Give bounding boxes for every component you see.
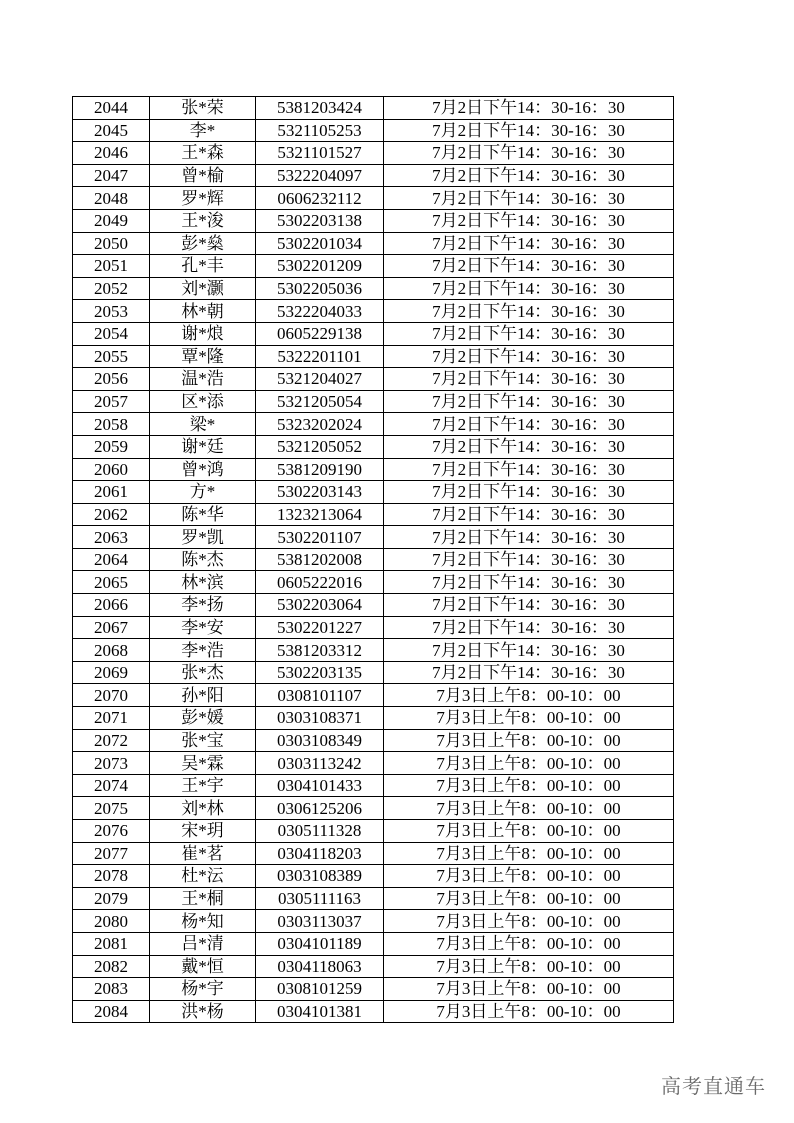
table-row	[73, 932, 674, 955]
row-id: 2056	[73, 368, 150, 391]
row-name: 刘*林	[150, 797, 256, 820]
row-time: 7月2日下午14：30-16：30	[384, 661, 674, 684]
table-row	[73, 164, 674, 187]
row-name: 林*朝	[150, 300, 256, 323]
table-row	[73, 616, 674, 639]
row-time: 7月2日下午14：30-16：30	[384, 390, 674, 413]
row-name: 吴*霖	[150, 752, 256, 775]
row-number: 5302201034	[256, 232, 384, 255]
row-id: 2078	[73, 865, 150, 888]
table-row	[73, 684, 674, 707]
row-number: 5321105253	[256, 119, 384, 142]
row-name: 彭*媛	[150, 707, 256, 730]
row-time: 7月2日下午14：30-16：30	[384, 277, 674, 300]
row-number: 0303108389	[256, 865, 384, 888]
row-id: 2071	[73, 707, 150, 730]
table-row	[73, 503, 674, 526]
row-time: 7月2日下午14：30-16：30	[384, 164, 674, 187]
row-name: 曾*鸿	[150, 458, 256, 481]
row-name: 陈*杰	[150, 548, 256, 571]
row-time: 7月3日上午8：00-10：00	[384, 1000, 674, 1023]
row-time: 7月3日上午8：00-10：00	[384, 955, 674, 978]
row-number: 5381203312	[256, 639, 384, 662]
table-row	[73, 255, 674, 278]
row-time: 7月2日下午14：30-16：30	[384, 345, 674, 368]
row-time: 7月3日上午8：00-10：00	[384, 910, 674, 933]
row-name: 陈*华	[150, 503, 256, 526]
row-id: 2070	[73, 684, 150, 707]
row-number: 5381203424	[256, 97, 384, 120]
row-time: 7月2日下午14：30-16：30	[384, 300, 674, 323]
row-number: 0606232112	[256, 187, 384, 210]
row-name: 戴*恒	[150, 955, 256, 978]
row-time: 7月3日上午8：00-10：00	[384, 752, 674, 775]
row-number: 5302201209	[256, 255, 384, 278]
row-number: 5302201227	[256, 616, 384, 639]
row-name: 杜*沄	[150, 865, 256, 888]
row-time: 7月2日下午14：30-16：30	[384, 548, 674, 571]
row-number: 0303113242	[256, 752, 384, 775]
table-row	[73, 187, 674, 210]
table-row	[73, 729, 674, 752]
row-name: 王*浚	[150, 209, 256, 232]
table-row	[73, 820, 674, 843]
row-name: 李*	[150, 119, 256, 142]
row-id: 2073	[73, 752, 150, 775]
row-time: 7月2日下午14：30-16：30	[384, 571, 674, 594]
table-row	[73, 142, 674, 165]
row-time: 7月2日下午14：30-16：30	[384, 503, 674, 526]
roster-body	[73, 97, 674, 1023]
row-number: 5302203143	[256, 481, 384, 504]
row-time: 7月2日下午14：30-16：30	[384, 97, 674, 120]
row-number: 5302201107	[256, 526, 384, 549]
row-number: 0308101107	[256, 684, 384, 707]
row-time: 7月2日下午14：30-16：30	[384, 481, 674, 504]
row-id: 2080	[73, 910, 150, 933]
row-id: 2084	[73, 1000, 150, 1023]
row-name: 温*浩	[150, 368, 256, 391]
table-row	[73, 842, 674, 865]
row-name: 梁*	[150, 413, 256, 436]
row-id: 2045	[73, 119, 150, 142]
row-id: 2058	[73, 413, 150, 436]
row-time: 7月2日下午14：30-16：30	[384, 142, 674, 165]
row-number: 5322204097	[256, 164, 384, 187]
table-row	[73, 119, 674, 142]
row-name: 区*添	[150, 390, 256, 413]
row-name: 罗*凯	[150, 526, 256, 549]
row-name: 覃*隆	[150, 345, 256, 368]
row-name: 罗*辉	[150, 187, 256, 210]
table-row	[73, 277, 674, 300]
table-row	[73, 1000, 674, 1023]
table-row	[73, 435, 674, 458]
row-id: 2075	[73, 797, 150, 820]
roster-table	[72, 96, 674, 1023]
row-id: 2064	[73, 548, 150, 571]
row-id: 2062	[73, 503, 150, 526]
row-time: 7月3日上午8：00-10：00	[384, 797, 674, 820]
table-row	[73, 481, 674, 504]
row-number: 5381202008	[256, 548, 384, 571]
row-number: 0304118063	[256, 955, 384, 978]
row-name: 张*杰	[150, 661, 256, 684]
table-row	[73, 390, 674, 413]
table-row	[73, 526, 674, 549]
table-row	[73, 774, 674, 797]
row-time: 7月3日上午8：00-10：00	[384, 887, 674, 910]
table-row	[73, 413, 674, 436]
table-row	[73, 752, 674, 775]
row-id: 2082	[73, 955, 150, 978]
row-name: 张*宝	[150, 729, 256, 752]
row-id: 2066	[73, 594, 150, 617]
row-number: 0303113037	[256, 910, 384, 933]
row-name: 林*滨	[150, 571, 256, 594]
row-name: 李*浩	[150, 639, 256, 662]
row-id: 2067	[73, 616, 150, 639]
row-id: 2076	[73, 820, 150, 843]
row-number: 5321205052	[256, 435, 384, 458]
row-time: 7月2日下午14：30-16：30	[384, 594, 674, 617]
table-row	[73, 458, 674, 481]
table-row	[73, 368, 674, 391]
row-id: 2083	[73, 978, 150, 1001]
row-id: 2047	[73, 164, 150, 187]
row-number: 5321101527	[256, 142, 384, 165]
table-row	[73, 978, 674, 1001]
row-id: 2063	[73, 526, 150, 549]
row-name: 洪*杨	[150, 1000, 256, 1023]
table-row	[73, 910, 674, 933]
row-name: 崔*茗	[150, 842, 256, 865]
row-time: 7月2日下午14：30-16：30	[384, 209, 674, 232]
row-name: 孙*阳	[150, 684, 256, 707]
row-time: 7月2日下午14：30-16：30	[384, 413, 674, 436]
row-id: 2059	[73, 435, 150, 458]
row-time: 7月2日下午14：30-16：30	[384, 435, 674, 458]
row-id: 2068	[73, 639, 150, 662]
row-name: 王*桐	[150, 887, 256, 910]
table-row	[73, 571, 674, 594]
row-name: 杨*知	[150, 910, 256, 933]
row-time: 7月3日上午8：00-10：00	[384, 707, 674, 730]
row-number: 5321204027	[256, 368, 384, 391]
row-time: 7月3日上午8：00-10：00	[384, 932, 674, 955]
watermark: 高考直通车	[661, 1074, 766, 1098]
table-row	[73, 887, 674, 910]
row-number: 0605222016	[256, 571, 384, 594]
row-number: 5322201101	[256, 345, 384, 368]
row-id: 2079	[73, 887, 150, 910]
row-id: 2049	[73, 209, 150, 232]
row-number: 5321205054	[256, 390, 384, 413]
row-id: 2077	[73, 842, 150, 865]
table-row	[73, 322, 674, 345]
table-row	[73, 209, 674, 232]
table-row	[73, 345, 674, 368]
row-time: 7月2日下午14：30-16：30	[384, 119, 674, 142]
row-number: 0304101189	[256, 932, 384, 955]
table-row	[73, 97, 674, 120]
row-id: 2074	[73, 774, 150, 797]
row-time: 7月2日下午14：30-16：30	[384, 616, 674, 639]
table-row	[73, 661, 674, 684]
row-id: 2057	[73, 390, 150, 413]
row-time: 7月3日上午8：00-10：00	[384, 842, 674, 865]
row-number: 1323213064	[256, 503, 384, 526]
row-number: 5322204033	[256, 300, 384, 323]
row-name: 李*安	[150, 616, 256, 639]
row-time: 7月3日上午8：00-10：00	[384, 774, 674, 797]
row-id: 2053	[73, 300, 150, 323]
table-row	[73, 707, 674, 730]
row-id: 2046	[73, 142, 150, 165]
row-id: 2044	[73, 97, 150, 120]
row-time: 7月3日上午8：00-10：00	[384, 978, 674, 1001]
row-name: 李*扬	[150, 594, 256, 617]
row-number: 0306125206	[256, 797, 384, 820]
row-time: 7月2日下午14：30-16：30	[384, 232, 674, 255]
table-row	[73, 639, 674, 662]
row-time: 7月2日下午14：30-16：30	[384, 368, 674, 391]
row-name: 王*宇	[150, 774, 256, 797]
row-name: 谢*烺	[150, 322, 256, 345]
row-id: 2054	[73, 322, 150, 345]
row-id: 2050	[73, 232, 150, 255]
row-id: 2069	[73, 661, 150, 684]
row-time: 7月3日上午8：00-10：00	[384, 865, 674, 888]
table-row	[73, 594, 674, 617]
row-time: 7月2日下午14：30-16：30	[384, 458, 674, 481]
row-time: 7月2日下午14：30-16：30	[384, 639, 674, 662]
row-number: 0305111328	[256, 820, 384, 843]
row-time: 7月2日下午14：30-16：30	[384, 255, 674, 278]
row-number: 0308101259	[256, 978, 384, 1001]
row-name: 曾*榆	[150, 164, 256, 187]
row-id: 2051	[73, 255, 150, 278]
table-row	[73, 548, 674, 571]
row-id: 2065	[73, 571, 150, 594]
row-time: 7月3日上午8：00-10：00	[384, 684, 674, 707]
row-id: 2052	[73, 277, 150, 300]
row-id: 2055	[73, 345, 150, 368]
table-row	[73, 300, 674, 323]
row-time: 7月2日下午14：30-16：30	[384, 187, 674, 210]
row-name: 吕*清	[150, 932, 256, 955]
row-number: 0303108371	[256, 707, 384, 730]
table-row	[73, 232, 674, 255]
row-number: 5302203064	[256, 594, 384, 617]
row-id: 2061	[73, 481, 150, 504]
row-name: 宋*玥	[150, 820, 256, 843]
row-name: 杨*宇	[150, 978, 256, 1001]
row-id: 2072	[73, 729, 150, 752]
row-number: 5381209190	[256, 458, 384, 481]
row-number: 0304118203	[256, 842, 384, 865]
row-name: 刘*灏	[150, 277, 256, 300]
table-row	[73, 955, 674, 978]
table-row	[73, 865, 674, 888]
row-id: 2060	[73, 458, 150, 481]
row-time: 7月2日下午14：30-16：30	[384, 322, 674, 345]
row-time: 7月3日上午8：00-10：00	[384, 820, 674, 843]
row-time: 7月3日上午8：00-10：00	[384, 729, 674, 752]
row-id: 2081	[73, 932, 150, 955]
row-number: 5302203138	[256, 209, 384, 232]
row-time: 7月2日下午14：30-16：30	[384, 526, 674, 549]
row-number: 0303108349	[256, 729, 384, 752]
row-name: 王*森	[150, 142, 256, 165]
row-id: 2048	[73, 187, 150, 210]
row-name: 孔*丰	[150, 255, 256, 278]
row-number: 5302205036	[256, 277, 384, 300]
row-number: 5323202024	[256, 413, 384, 436]
row-name: 张*荣	[150, 97, 256, 120]
row-name: 彭*燊	[150, 232, 256, 255]
table-row	[73, 797, 674, 820]
row-number: 0304101381	[256, 1000, 384, 1023]
row-number: 0305111163	[256, 887, 384, 910]
row-number: 5302203135	[256, 661, 384, 684]
row-number: 0605229138	[256, 322, 384, 345]
row-number: 0304101433	[256, 774, 384, 797]
row-name: 方*	[150, 481, 256, 504]
row-name: 谢*廷	[150, 435, 256, 458]
